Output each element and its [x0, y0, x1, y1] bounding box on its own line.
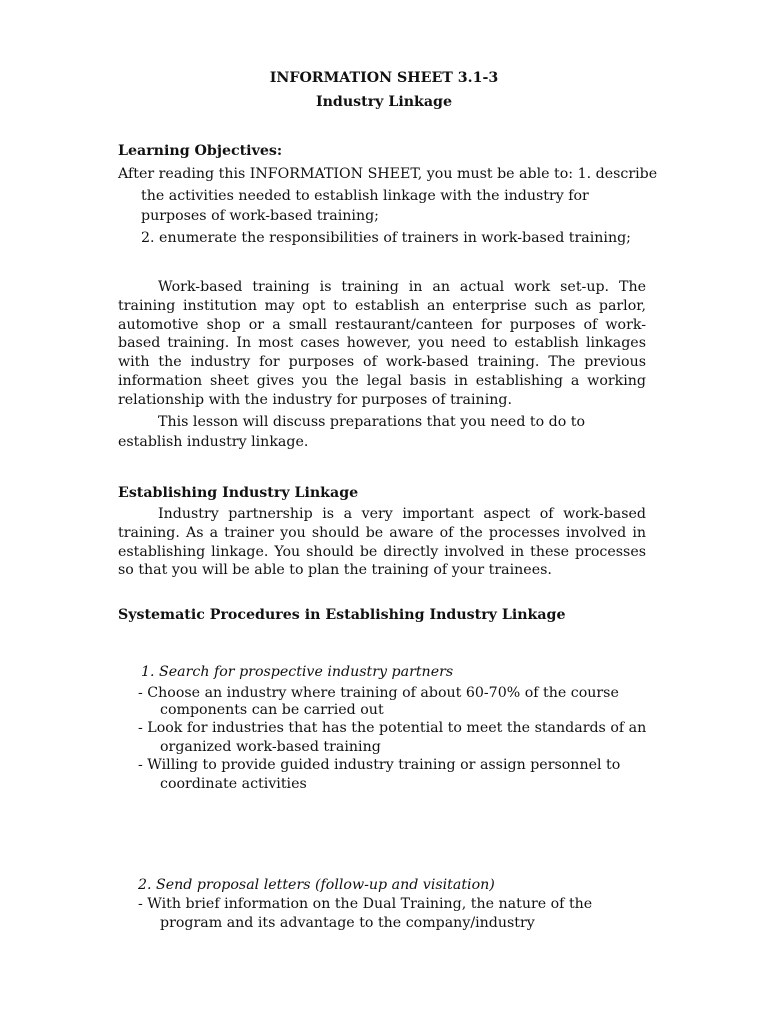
intro-paragraph-text: Work-based training is training in an actual work set-up. The training institution may opt to establish an enterprise such as parlor, automotive shop or a small restaurant/canteen for purposes of work-based training. In most cases however, you need to establish linkages with the industry for purposes of work-based training. The previous information sheet gives you the legal basis in establishing a working relationship with the industry for purposes of training. — [118, 279, 646, 408]
objectives-line: purposes of work-based training; — [141, 208, 379, 224]
step-1-bullet-cont: coordinate activities — [160, 776, 307, 792]
establishing-paragraph-text: Industry partnership is a very important aspect of work-based training. As a trainer you should be aware of the processes involved in establishing linkage. You should be directly involved in these processes so that you will be able to plan the training of your trainees. — [118, 506, 646, 579]
procedures-heading: Systematic Procedures in Establishing Industry Linkage — [118, 607, 566, 623]
step-2-bullet-cont: program and its advantage to the company/industry — [160, 915, 535, 931]
step-1-bullet: - Look for industries that has the potential to meet the standards of an — [138, 720, 647, 736]
intro-paragraph — [118, 278, 646, 410]
objectives-line: After reading this INFORMATION SHEET, you must be able to: 1. describe — [118, 166, 658, 182]
step-1-bullet: - Willing to provide guided industry training or assign personnel to — [138, 757, 621, 773]
objectives-heading: Learning Objectives: — [118, 143, 283, 159]
objectives-line: the activities needed to establish linkage with the industry for — [141, 188, 589, 204]
step-2-title: 2. Send proposal letters (follow-up and visitation) — [138, 877, 495, 893]
step-1-bullet: - Choose an industry where training of about 60-70% of the course — [138, 685, 619, 701]
step-1-title: 1. Search for prospective industry partners — [141, 664, 454, 680]
step-2-bullet: - With brief information on the Dual Training, the nature of the — [138, 896, 593, 912]
establishing-paragraph — [118, 505, 646, 580]
sheet-title: INFORMATION SHEET 3.1-3 — [269, 70, 499, 86]
step-1-bullet-cont: organized work-based training — [160, 739, 381, 755]
step-1-bullet-cont: components can be carried out — [160, 702, 384, 718]
intro-paragraph-2-line: establish industry linkage. — [118, 434, 309, 450]
sheet-subtitle: Industry Linkage — [315, 94, 453, 110]
objectives-line: 2. enumerate the responsibilities of trainers in work-based training; — [141, 230, 631, 246]
establishing-heading: Establishing Industry Linkage — [118, 485, 359, 501]
intro-paragraph-2-line: This lesson will discuss preparations that you need to do to — [158, 414, 586, 430]
